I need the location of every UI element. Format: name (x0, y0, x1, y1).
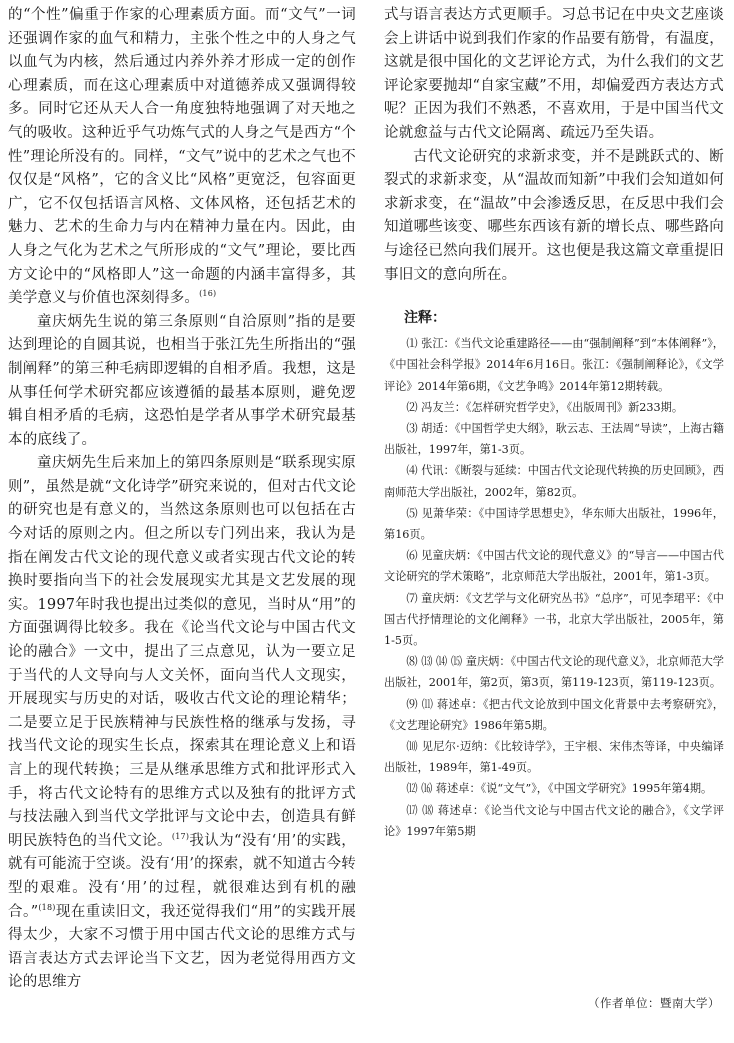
citation-marker: (16) (199, 289, 217, 299)
notes-heading: 注释： (404, 310, 446, 327)
note-item: ⑽ 见尼尔·迈纳：《比较诗学》，王宇根、宋伟杰等译，中央编译出版社，1989年，第1-49页。 (384, 739, 724, 775)
note-item: ⑺ 童庆炳：《文艺学与文化研究丛书》“总序”，可见李珺平：《中国古代抒情理论的文化阐释》一书，北京大学出版社，2005年，第1-5页。 (384, 591, 724, 647)
note-item: ⑿ ⒃ 蒋述卓：《说“文气”》，《中国文学研究》1995年第4期。 (406, 782, 713, 796)
note-item: ⑼ ⑾ 蒋述卓：《把古代文论放到中国文化背景中去考察研究》，《文艺理论研究》1986年第5期。 (384, 697, 724, 732)
note-item: ⑻ ⒀ ⒁ ⒂ 童庆炳：《中国古代文论的现代意义》，北京师范大学出版社，2001年，第2页，第3页，第119-123页，第119-123页。 (384, 655, 724, 690)
citation-marker: (17) (171, 831, 190, 841)
body-paragraph: 童庆炳先生后来加上的第四条原则是“联系现实原则”，虽然是就“文化诗学”研究来说的，但对古代文论的研究也是有意义的，当然这条原则也可以包括在古今对话的原则之内。但之所以专门列出来，我认为是指在阐发古代文论的现代意义或者实现古代文论的转换时要指向当下的社会发展现实尤其是文艺发展的现实。1997年时我也提出过类似的意见，当时从“用”的方面强调得比较多。我在《论当代文论与中国古代文论的融合》一文中，提出了三点意见，认为一要立足于当代的人文导向与人文关怀，面向当代人文现实，开展现实与历史的对话，吸收古代文论的理论精华；二是要立足于民族精神与民族性格的继承与发扬，寻找当代文论的现实生长点，探索其在理论意义上和语言上的现代转换；三是从继承思维方式和批评形式入手，将古代文论特有的思维方式以及独有的批评方式与技法融入到当代文学批评与文论中去，创造具有鲜明民族特色的当代文论。$^{(17)}$我认为“没有‘用’的实践，就有可能流于空谈。没有‘用’的探索，就不知道古今转型的艰难。没有‘用’的过程，就很难达到有机的融合。”$^{(18)}$现在重读旧文，我还觉得我们“用”的实践开展得太少，大家不习惯于用中国古代文论的思维方式与语言表达方式去评论当下文艺，因为老觉得用西方文论的思维方 (8, 455, 357, 991)
citation-marker: (18) (38, 902, 56, 912)
body-paragraph: 童庆炳先生说的第三条原则“自洽原则”指的是要达到理论的自圆其说，也相当于张江先生所指出的“强制阐释”的第三种毛病即逻辑的自相矛盾。我想，这是从事任何学术研究都应该遵循的最基本原则，避免逻辑自相矛盾的毛病，这恐怕是学者从事学术研究最基本的底线了。 (8, 313, 356, 448)
note-item: ⒄ ⒅ 蒋述卓：《论当代文论与中国古代文论的融合》，《文学评论》1997年第5期 (384, 803, 724, 838)
note-item: ⑵ 冯友兰：《怎样研究哲学史》，《出版周刊》新233期。 (406, 400, 684, 414)
note-item: ⑴ 张江：《当代文论重建路径——由“强制阐释”到“本体阐释”》，《中国社会科学报》2014年6月16日。张江：《强制阐释论》，《文学评论》2014年第6期，《文艺争鸣》2014年第12期转载。 (384, 337, 724, 393)
note-item: ⑸ 见萧华荣：《中国诗学思想史》，华东师大出版社，1996年，第16页。 (384, 506, 724, 541)
right-column (384, 4, 724, 842)
body-paragraph: 古代文论研究的求新求变，并不是跳跃式的、断裂式的求新求变，从“温故而知新”中我们会知道如何求新求变，在“温故”中会渗透反思，在反思中我们会知道哪些该变、哪些东西该有新的增长点、哪些路向与途径已然向我们展开。这也便是我这篇文章重提旧事旧文的意向所在。 (384, 148, 724, 283)
body-paragraph: 式与语言表达方式更顺手。习总书记在中央文艺座谈会上讲话中说到我们作家的作品要有筋骨，有温度，这就是很中国化的文艺评论方式，为什么我们的文艺评论家要抛却“自家宝藏”不用，却偏爱西方表达方式呢？正因为我们不熟悉，不喜欢用，于是中国当代文论就愈益与古代文论隔离、疏远乃至失语。 (384, 7, 724, 141)
note-item: ⑶ 胡适：《中国哲学史大纲》，耿云志、王法周“导读”，上海古籍出版社，1997年，第1-3页。 (384, 421, 724, 457)
author-affiliation: （作者单位：暨南大学） (588, 996, 720, 1010)
note-item: ⑹ 见童庆炳：《中国古代文论的现代意义》的“导言——中国古代文论研究的学术策略”，北京师范大学出版社，2001年，第1-3页。 (384, 549, 724, 584)
notes-list (384, 333, 724, 842)
note-item: ⑷ 代讯：《断裂与延续：中国古代文论现代转换的历史回顾》，西南师范大学出版社，2002年，第82页。 (384, 464, 724, 499)
left-column (8, 4, 356, 995)
body-paragraph: 的“个性”偏重于作家的心理素质方面。而“文气”一词还强调作家的血气和精力，主张个性之中的人身之气以血气为内核，然后通过内养外养才形成一定的创作心理素质，而在这心理素质中对道德养成又强调得较多。同时它还从天人合一角度独特地强调了对天地之气的吸收。这种近乎气功炼气式的人身之气是西方“个性”理论所没有的。同样，“文气”说中的艺术之气也不仅仅是“风格”，它的含义比“风格”更宽泛，包容面更广，它不仅包括语言风格、文体风格，还包括艺术的魅力、艺术的生命力与内在精神力量在内。因此，由人身之气化为艺术之气所形成的“文气”理论，要比西方文论中的“风格即人”这一命题的内涵丰富得多，其美学意义与价值也深刻得多。$^{(16)}$ (8, 7, 356, 307)
right-body (384, 4, 724, 287)
